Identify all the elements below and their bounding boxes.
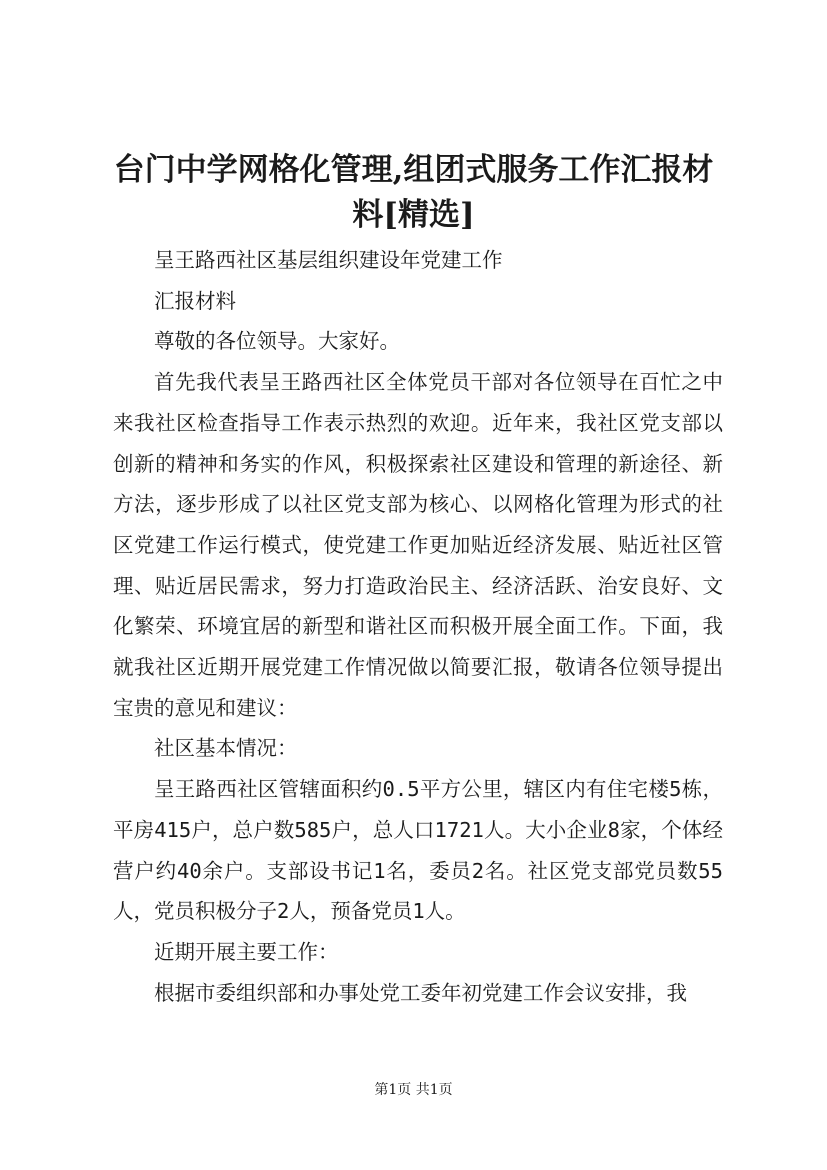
page-footer: 第1页 共1页 <box>374 1082 453 1098</box>
document-body <box>113 240 723 1013</box>
section-heading-basic-info: 社区基本情况： <box>154 736 298 761</box>
paragraph-basic-info: 呈王路西社区管辖面积约0.5平方公里，辖区内有住宅楼5栋，平房415户，总户数585户，总人口1721人。大小企业8家，个体经营户约40余户。支部设书记1名，委员2名。社区党支部党员数55人，党员积极分子2人，预备党员1人。 <box>113 777 723 924</box>
paragraph-recent-work: 根据市委组织部和办事处党工委年初党建工作会议安排，我 <box>154 980 687 1005</box>
paragraph-heading-line-1: 呈王路西社区基层组织建设年党建工作 <box>154 248 503 272</box>
paragraph-introduction: 首先我代表呈王路西社区全体党员干部对各位领导在百忙之中来我社区检查指导工作表示热烈的欢迎。近年来，我社区党支部以创新的精神和务实的作风，积极探索社区建设和管理的新途径、新方法，逐步形成了以社区党支部为核心、以网格化管理为形式的社区党建工作运行模式，使党建工作更加贴近经济发展、贴近社区管理、贴近居民需求，努力打造政治民主、经济活跃、治安良好、文化繁荣、环境宜居的新型和谐社区而积极开展全面工作。下面，我就我社区近期开展党建工作情况做以简要汇报，敬请各位领导提出宝贵的意见和建议： <box>113 370 723 720</box>
paragraph-greeting: 尊敬的各位领导。大家好。 <box>154 329 400 354</box>
paragraph-heading-line-2: 汇报材料 <box>154 288 236 313</box>
section-heading-recent-work: 近期开展主要工作： <box>154 939 339 964</box>
document-title: 台门中学网格化管理,组团式服务工作汇报材料[精选] <box>113 152 714 233</box>
